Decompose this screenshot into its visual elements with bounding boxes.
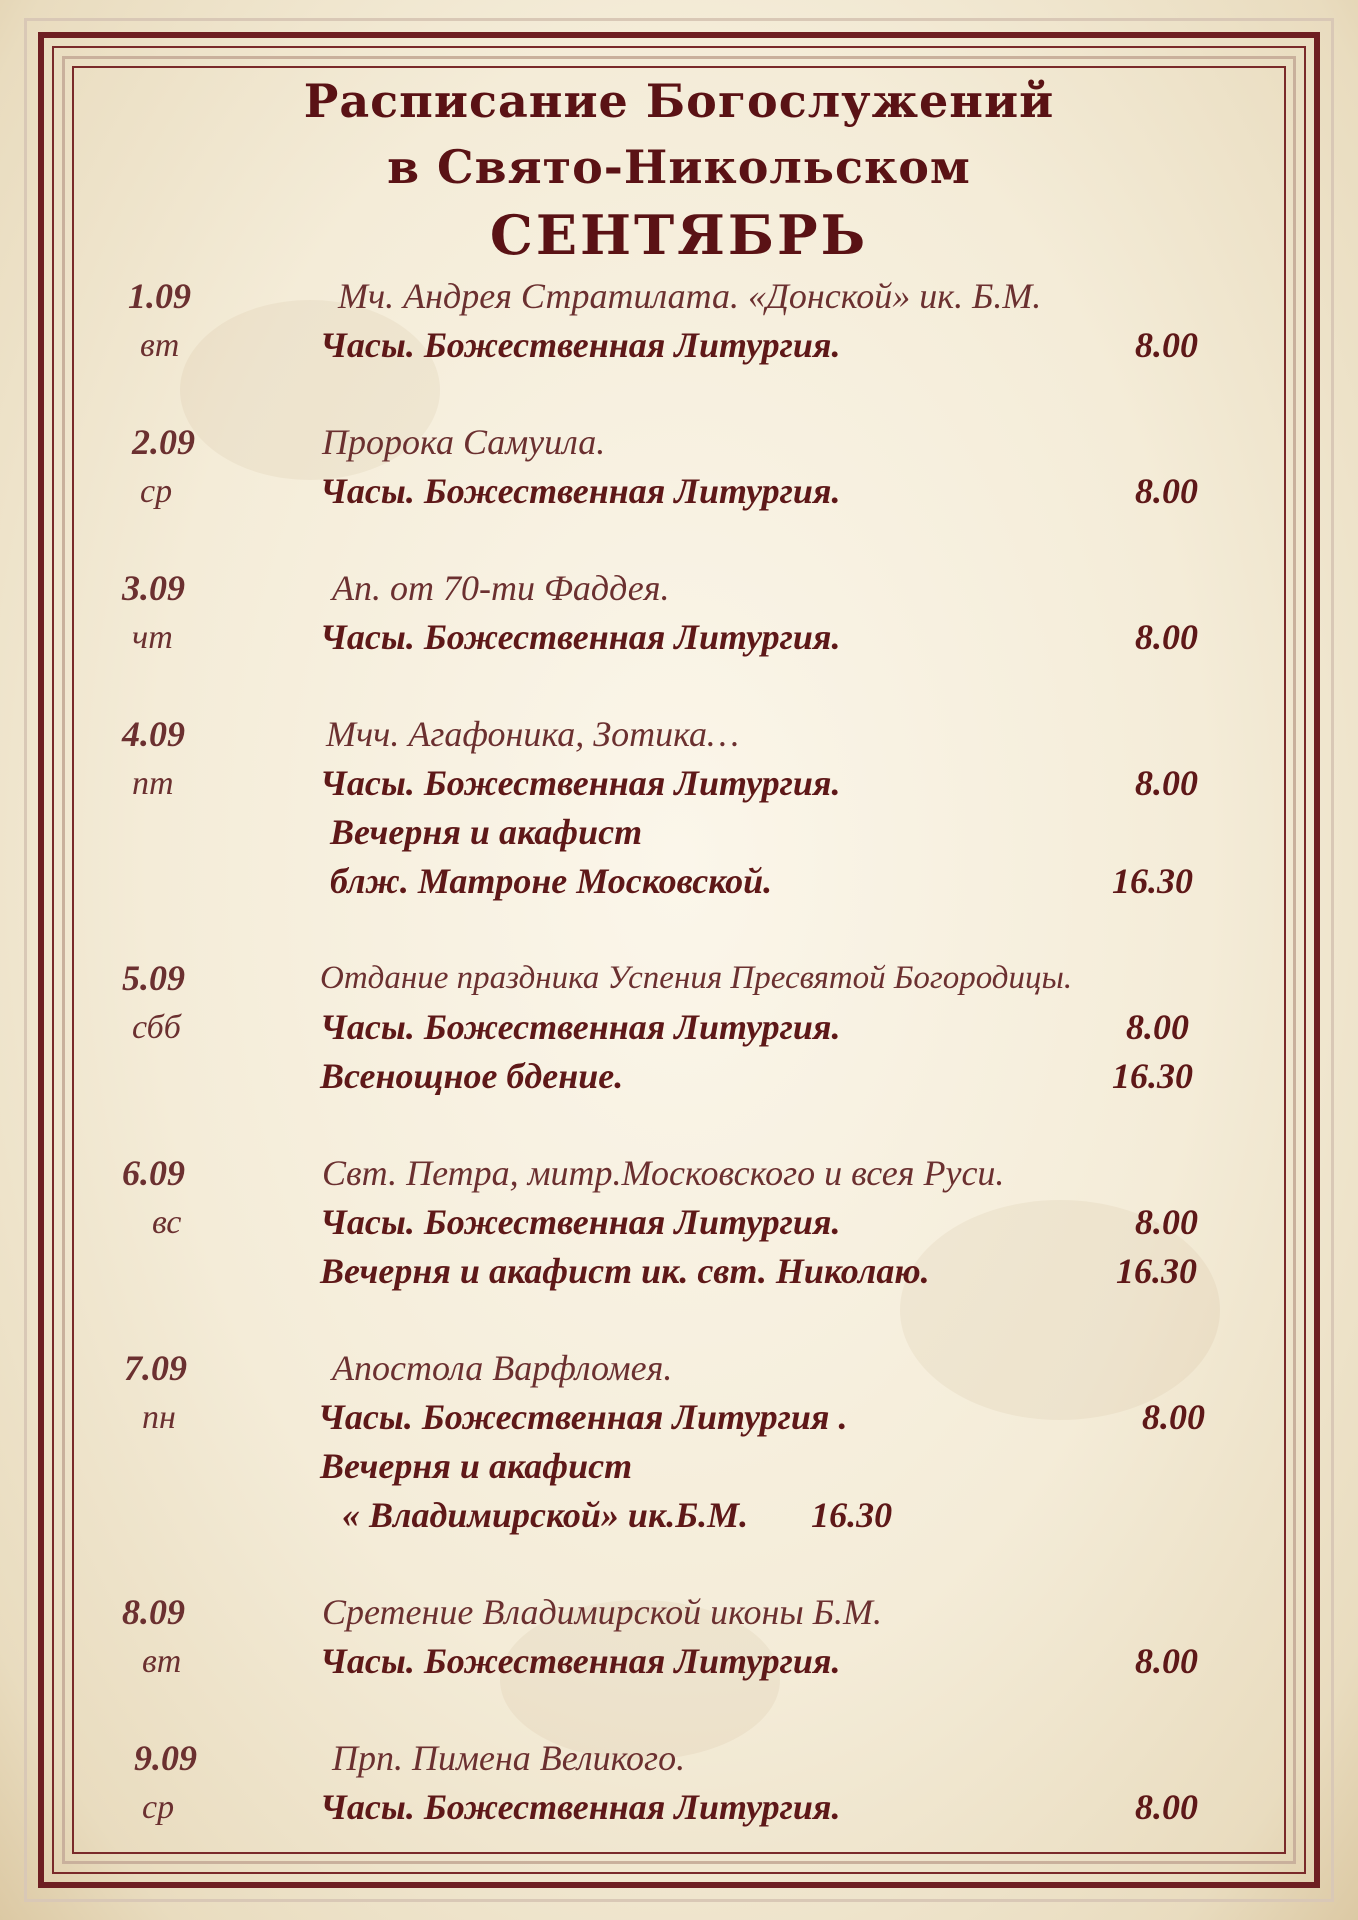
service-name: блж. Матроне Московской. <box>330 861 773 901</box>
service-name: Часы. Божественная Литургия. <box>320 1202 841 1242</box>
schedule-day <box>0 1344 1358 1540</box>
feast-name: Мчч. Агафоника, Зотика… <box>326 714 740 754</box>
feast-name: Апостола Варфломея. <box>332 1348 673 1388</box>
schedule-day <box>0 1588 1358 1686</box>
feast-name: Пророка Самуила. <box>322 422 606 462</box>
day-weekday: вт <box>140 327 180 364</box>
schedule-day <box>0 954 1358 1101</box>
service-time: 8.00 <box>1135 471 1198 511</box>
service-time: 8.00 <box>1142 1397 1205 1437</box>
service-name: « Владимирской» ик.Б.М. 16.30 <box>342 1495 893 1535</box>
schedule-day <box>0 564 1358 662</box>
title-line-1: Расписание Богослужений <box>303 74 1055 128</box>
service-name: Часы. Божественная Литургия. <box>320 763 841 803</box>
service-name: Часы. Божественная Литургия . <box>318 1397 848 1437</box>
month-heading: СЕНТЯБРЬ <box>489 203 869 267</box>
service-name: Всенощное бдение. <box>320 1056 624 1096</box>
service-name: Часы. Божественная Литургия. <box>320 617 841 657</box>
page-header <box>0 68 1358 270</box>
service-name: Часы. Божественная Литургия. <box>320 1787 841 1827</box>
schedule-day <box>0 418 1358 516</box>
day-weekday: вс <box>152 1204 182 1241</box>
service-time: 16.30 <box>1112 861 1193 901</box>
day-weekday: чт <box>132 619 173 656</box>
service-name: Вечерня и акафист <box>320 1446 633 1486</box>
schedule-day <box>0 710 1358 906</box>
service-time: 8.00 <box>1135 1202 1198 1242</box>
feast-name: Мч. Андрея Стратилата. «Донской» ик. Б.М. <box>338 276 1042 316</box>
day-weekday: пн <box>142 1399 176 1436</box>
feast-name: Свт. Петра, митр.Московского и всея Руси. <box>322 1153 1005 1193</box>
day-weekday: сбб <box>132 1009 181 1046</box>
day-date: 5.09 <box>122 958 185 998</box>
service-time: 8.00 <box>1135 1641 1198 1681</box>
service-name: Часы. Божественная Литургия. <box>320 1641 841 1681</box>
day-date: 7.09 <box>124 1348 187 1388</box>
day-date: 4.09 <box>122 714 185 754</box>
schedule-list <box>0 272 1358 1832</box>
day-weekday: ср <box>142 1789 175 1826</box>
title-line-2: в Свято-Никольском <box>387 140 971 194</box>
feast-name: Сретение Владимирской иконы Б.М. <box>322 1592 883 1632</box>
schedule-day <box>0 1149 1358 1296</box>
service-time: 8.00 <box>1126 1007 1189 1047</box>
service-time: 8.00 <box>1135 325 1198 365</box>
day-date: 3.09 <box>122 568 185 608</box>
service-name: Часы. Божественная Литургия. <box>320 325 841 365</box>
day-date: 2.09 <box>132 422 195 462</box>
service-time: 16.30 <box>1116 1251 1197 1291</box>
day-date: 9.09 <box>134 1738 197 1778</box>
service-name: Часы. Божественная Литургия. <box>320 471 841 511</box>
schedule-day <box>0 1734 1358 1832</box>
service-time: 8.00 <box>1135 1787 1198 1827</box>
service-name: Часы. Божественная Литургия. <box>320 1007 841 1047</box>
service-time: 8.00 <box>1135 763 1198 803</box>
day-date: 1.09 <box>128 276 191 316</box>
day-weekday: вт <box>142 1643 182 1680</box>
service-name: Вечерня и акафист ик. свт. Николаю. <box>320 1251 930 1291</box>
day-weekday: ср <box>140 473 173 510</box>
feast-name: Ап. от 70-ти Фаддея. <box>332 568 670 608</box>
day-weekday: пт <box>132 765 174 802</box>
service-time: 16.30 <box>1112 1056 1193 1096</box>
schedule-day <box>0 272 1358 370</box>
day-date: 6.09 <box>122 1153 185 1193</box>
service-time: 8.00 <box>1135 617 1198 657</box>
feast-name: Прп. Пимена Великого. <box>332 1738 686 1778</box>
service-name: Вечерня и акафист <box>330 812 643 852</box>
day-date: 8.09 <box>122 1592 185 1632</box>
feast-name: Отдание праздника Успения Пресвятой Богородицы. <box>320 960 1073 996</box>
